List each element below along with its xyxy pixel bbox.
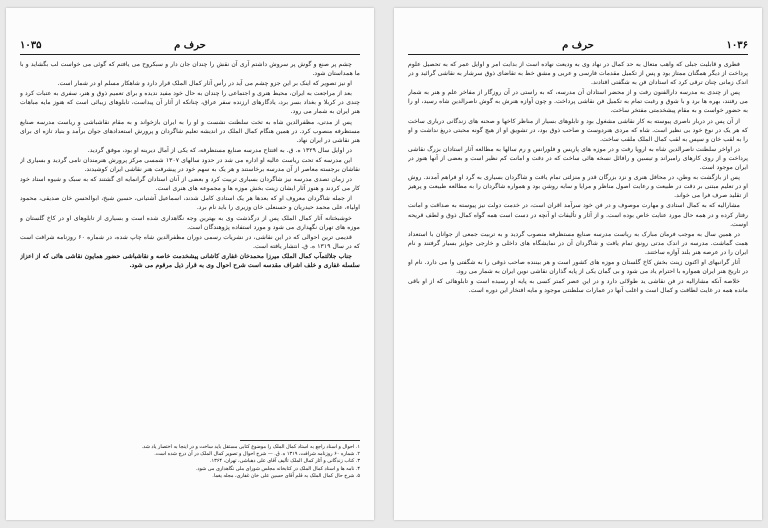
right-page-number: ۱۰۳۶ — [726, 40, 748, 51]
right-page-header — [408, 40, 748, 54]
left-footnotes — [20, 444, 360, 480]
left-page — [6, 8, 374, 520]
left-paragraph: این مدرسه که تحت ریاست عالیه او اداره می شد در حدود سالهای ۱۳۰۷ شمسی مرکز پرورش هنرمندان نامی گردید و بسیاری از نقاشان برجسته معاصر از آن مدرسه برخاستند و هر یک به سهم خود در پیشرفت هنر نقاشی ایران کوشیدند. — [20, 156, 360, 174]
left-page-header — [20, 40, 360, 54]
left-header-rule — [20, 54, 360, 55]
right-paragraph: خلاصه آنکه مشارالیه در فن نقاشی ید طولائی دارد و در این عصر کمتر کسی به پایه او رسیده است و تابلوهائی که از او باقی مانده همه در غایت لطافت و کمال است و اغلب آنها در عمارات سلطنتی موجود و مایه افتخار این دوره است. — [408, 278, 748, 295]
right-paragraph: در همین سال به موجب فرمان مبارک به ریاست مدرسه صنایع مستظرفه منصوب گردید و به تربیت جمعی از جوانان با استعداد همت گماشت. مدرسه در اندک مدتی رونق تمام یافت و شاگردان آن در نمایشگاه های داخلی و خارجی جوایز بسیار گرفتند و نام ایران را در عرصه هنر بلند آوازه ساختند. — [408, 230, 748, 256]
footnote-rule — [240, 440, 360, 441]
right-page — [394, 8, 762, 520]
footnote: ۵. شرح حال کمال الملک به قلم آقای حسین علی خان غفاری، مجله یغما. — [212, 472, 360, 479]
right-paragraph: از آن پس در دربار ناصری پیوسته به کار نقاشی مشغول بود و تابلوهای بسیار از مناظر کاخها و صحنه های زندگانی درباری ساخت که هر یک در نوع خود بی نظیر است. شاه که مردی هنردوست و صاحب ذوق بود، در تشویق او از هیچ گونه محبتی دریغ نداشت و او را به لقب خان و سپس به لقب کمال الملک ملقب ساخت. — [408, 117, 748, 143]
left-running-title: حرف م — [174, 40, 206, 51]
left-paragraph: خوشبختانه آثار کمال الملک پس از درگذشت وی به بهترین وجه نگاهداری شده است و بسیاری از تابلوهای او در کاخ گلستان و موزه های تهران نگهداری می شود و مورد استفاده پژوهندگان است. — [20, 214, 360, 231]
left-paragraph: در اوایل سال ۱۳۲۹ ه. ق. به افتتاح مدرسه صنایع مستظرفه، که یکی از آمال دیرینه او بود، موفق گردید. — [87, 146, 352, 154]
right-paragraph: فطری و قابلیت جبلی که واهب متعال به حد کمال در نهاد وی به ودیعت نهاده است از بدایت امر و اوایل عمر که به تحصیل علوم پرداخت از دیگر همگنان ممتاز بود و پس از تکمیل مقدمات فارسی و عربی و مشق خط به تقاضای ذوق سرشار به نقاشی گرائید و در اندک زمانی چنان ترقی کرد که استادان فن به شگفتی افتادند. — [408, 61, 748, 87]
right-header-rule — [408, 54, 748, 55]
right-paragraph: آثار گرانبهای او اکنون زینت بخش کاخ گلستان و موزه های کشور است و هر بیننده صاحب ذوقی را به شگفتی وا می دارد. نام او در تاریخ هنر ایران همواره با احترام یاد می شود و بی گمان یکی از پایه گذاران نقاشی نوین ایران به شمار می رود. — [408, 258, 748, 276]
left-page-body — [20, 60, 360, 436]
left-paragraph-highlight: جناب جلالتمآب کمال الملک میرزا محمدخان غفاری کاشانی پیشخدمت خاصه و نقاشباشی حضور همایون نقاشی هائی که از اعزاز سلسله غفاری و خلف اشراف مقدسه است شرح احوال وی به قرار ذیل مرقوم می شود. — [20, 252, 360, 269]
left-paragraph: از جمله شاگردان معروف او که بعدها هر یک استادی کامل شدند، اسماعیل آشتیانی، حسین شیخ، ابوالحسن خان صدیقی، محمود اولیاء، علی محمد حیدریان و حسنعلی خان وزیری را باید نام برد. — [20, 195, 360, 212]
footnote: ۱. احوال و اسناد راجع به استاد کمال الملک را موضوع کتابی مستقل باید ساخت و در اینجا به اختصار یاد شد. — [141, 444, 360, 450]
footnote: ۳. کتاب زندگانی و آثار کمال الملک تألیف آقای علی دهباشی، تهران، ۱۳۶۴. — [209, 458, 360, 465]
left-paragraph: بعد از مراجعت به ایران، محیط هنری و اجتماعی را چندان به حال خود مفید ندیده و برای تعمیم ذوق و هنر، سفری به عتبات کرد و چندی در کربلا و بغداد بسر برد، یادگارهای ارزنده سفر عراق، چنانکه از آثار آن پیداست، تابلوهای زیبائی است که هنوز مایه مباهات هنر ایران به شمار می رود. — [20, 90, 360, 116]
footnote: ۴. نامه ها و اسناد کمال الملک در کتابخانه مجلس شورای ملی نگاهداری می شود. — [195, 465, 360, 472]
right-running-title: حرف م — [562, 40, 594, 51]
right-paragraph: مشارالیه که به کمال استادی و مهارت موصوف و در فن خود سرآمد اقران است، در خدمت دولت نیز پیوسته به صداقت و امانت رفتار کرده و در همه حال مورد عنایت خاص بوده است. و از آثار و تألیفات او آنچه در دست است همه گواه کمال ذوق و لطف قریحه اوست. — [408, 202, 748, 228]
left-paragraph: پس از مدتی، مظفرالدین شاه به تخت سلطنت نشست و او را به ایران بازخواند و به مقام نقاشباشی و ریاست مدرسه صنایع مستظرفه منصوب کرد. در همین هنگام کمال الملک در اندیشه تعلیم شاگردان و پرورش استعدادهای جوان برآمد و بنیاد تازه ای برای هنر نقاشی در ایران نهاد. — [20, 118, 360, 144]
right-paragraph: پس از بازگشت به وطن، در محافل هنری و نزد بزرگان قدر و منزلتی تمام یافت و شاگردان بسیاری به گرد او فراهم آمدند. روش او در تعلیم مبتنی بر دقت در طبیعت و رعایت اصول مناظر و مرایا و سایه روشن بود و همواره شاگردان را به مطالعه طبیعت و پرهیز از تقلید صرف فرا می خواند. — [408, 174, 748, 200]
left-paragraph: در زمان تصدی مدرسه نیز شاگردان بسیاری تربیت کرد و بعضی از آنان استادان گرانمایه ای گشتند که به سبک و شیوه استاد خود کار می کردند و هنوز آثار ایشان زینت بخش موزه ها و مجموعه های هنری است. — [20, 176, 360, 193]
right-paragraph: در اواخر سلطنت ناصرالدین شاه به اروپا رفت و در موزه های پاریس و فلورانس و رم سالها به مطالعه آثار استادان بزرگ نقاشی پرداخت و از روی کارهای رامبراند و تیسین و رافائل نسخه هائی ساخت که در دقت و امانت کم نظیر است و بعضی از آنها هنوز در ایران موجود است. — [408, 145, 748, 172]
footnote: ۲. شماره ۶۰ روزنامه شرافت، ۱۳۱۹ ه. ق. — شرح احوال و تصویر کمال الملک در آن درج شده است. — [154, 451, 360, 458]
left-paragraph: او نیز تصویر که اینک بر این جزو چشم می آید در رأس آثار کمال الملک قرار دارد و شاهکار مسلم او در شمار است. — [57, 80, 352, 88]
right-paragraph: پس از چندی به مدرسه دارالفنون رفت و از محضر استادان آن مدرسه، که به راستی در آن روزگار از مفاخر علم و هنر به شمار می رفتند، بهره ها برد و با شوق و رغبت تمام به تکمیل فن نقاشی پرداخت. و چون آوازه هنرش به گوش ناصرالدین شاه رسید، او را به حضور خواست و به مقام پیشخدمتی مفتخر ساخت. — [408, 89, 748, 115]
right-page-body — [408, 60, 748, 510]
left-paragraph: چشم پر صنع و گوش پر سروش داشتم آری آن نقش را چندان جان دار و سبکروح می یافتم که گوئی می خواست لب بگشاید و با ما همداستان شود. — [20, 61, 360, 78]
left-page-number: ۱۰۳۵ — [20, 40, 42, 51]
left-paragraph: قدیمی ترین احوالی که در این نقاشی، در نشریات رسمی دوران مظفرالدین شاه چاپ شده، در شماره ۶۰ روزنامه شرافت است که در سال ۱۳۱۹ ه. ق. انتشار یافته است. — [20, 233, 360, 250]
